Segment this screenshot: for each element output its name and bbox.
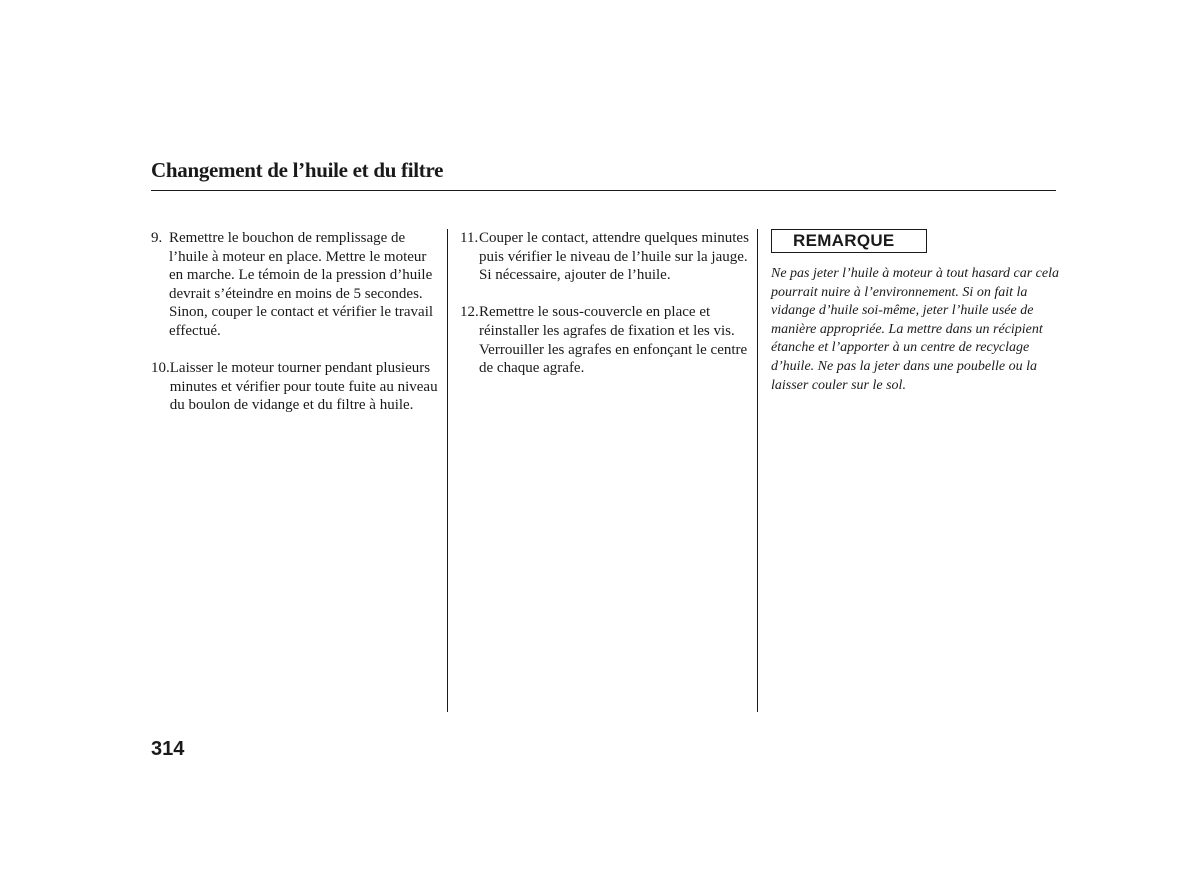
step-number: 11. xyxy=(460,230,479,246)
page-title: Changement de l’huile et du filtre xyxy=(151,158,444,182)
column-divider xyxy=(757,229,758,712)
step-12 xyxy=(460,303,752,377)
step-text: Laisser le moteur tourner pendant plusieurs minutes et vérifier pour toute fuite au niveau du boulon de vidange et du filtre à huile. xyxy=(169,360,438,414)
step-9 xyxy=(151,229,443,341)
notice-text: Ne pas jeter l’huile à moteur à tout hasard car cela pourrait nuire à l’environnement. Si on fait la vidange d’huile soi-même, jeter l’huile usée de manière appropriée. La mettre dans un récipient étanche et l’apporter à un centre de recyclage d’huile. Ne pas la jeter dans une poubelle ou la laisser couler sur le sol. xyxy=(771,266,1059,393)
step-11 xyxy=(460,229,752,285)
step-number: 12. xyxy=(460,304,479,321)
left-column xyxy=(151,229,443,434)
step-number: 10. xyxy=(151,360,170,377)
middle-column xyxy=(460,229,752,396)
title-rule xyxy=(151,190,1056,191)
page-number: 314 xyxy=(151,738,185,760)
notice-column xyxy=(771,229,1059,395)
step-number: 9. xyxy=(151,230,163,246)
notice-badge: REMARQUE xyxy=(771,229,927,253)
step-text: Couper le contact, attendre quelques minutes puis vérifier le niveau de l’huile sur la jauge. Si nécessaire, ajouter de l’huile. xyxy=(479,230,749,284)
column-divider xyxy=(447,229,448,712)
step-text: Remettre le sous-couvercle en place et réinstaller les agrafes de fixation et les vis. Verrouiller les agrafes en enfonçant le centre de chaque agrafe. xyxy=(479,304,748,377)
step-10 xyxy=(151,359,443,415)
step-text: Remettre le bouchon de remplissage de l’huile à moteur en place. Mettre le moteur en marche. Le témoin de la pression d’huile devrait s’éteindre en moins de 5 secondes. Sinon, couper le contact et vérifier le travail effectué. xyxy=(169,230,434,339)
